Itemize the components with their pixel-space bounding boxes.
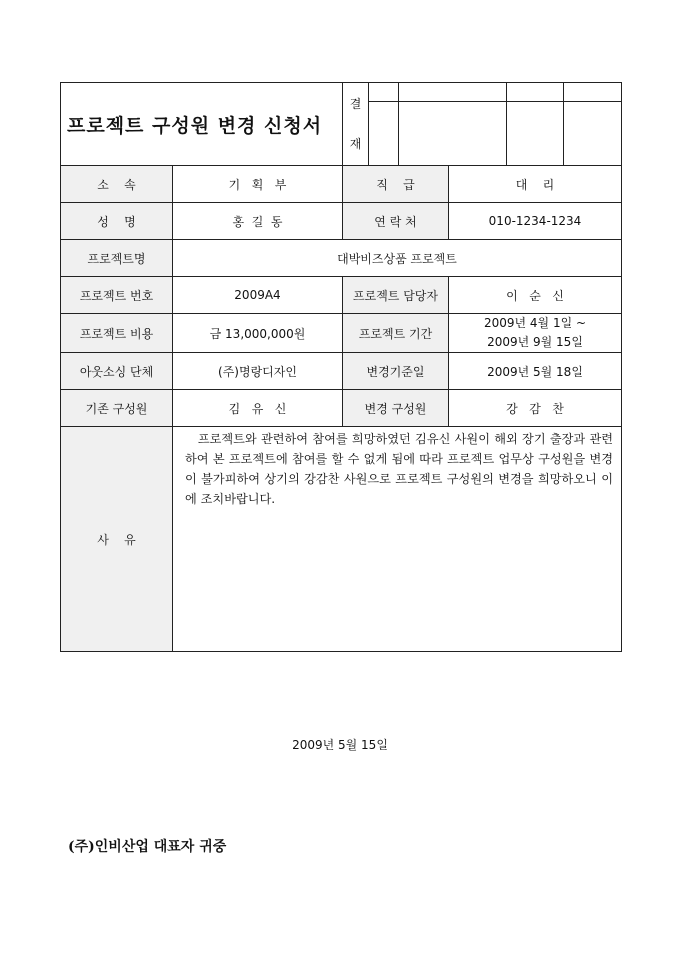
- project-period-label: 프로젝트 기간: [343, 314, 449, 353]
- approval-role-cell-1: [369, 83, 399, 102]
- project-number-value: 2009A4: [173, 277, 343, 314]
- project-period-start: 2009년 4월 1일 ~: [483, 316, 587, 330]
- project-cost-value: 금 13,000,000원: [173, 314, 343, 353]
- affiliation-value: 기 획 부: [173, 166, 343, 203]
- approval-role-cell-2: [399, 83, 507, 102]
- approval-sign-cell-2: [399, 102, 507, 166]
- reason-label: 사 유: [61, 427, 173, 652]
- form-title: 프로젝트 구성원 변경 신청서: [61, 83, 343, 166]
- project-period-end: 2009년 9월 15일: [487, 335, 583, 349]
- new-member-value: 강 감 찬: [449, 390, 622, 427]
- name-label: 성 명: [61, 203, 173, 240]
- approval-label: [343, 83, 369, 166]
- approval-label-top: 결: [349, 97, 362, 111]
- project-manager-label: 프로젝트 담당자: [343, 277, 449, 314]
- application-form: [60, 82, 622, 652]
- approval-role-cell-3: [507, 83, 564, 102]
- approval-sign-cell-1: [369, 102, 399, 166]
- old-member-value: 김 유 신: [173, 390, 343, 427]
- contact-value: 010-1234-1234: [449, 203, 622, 240]
- project-name-label: 프로젝트명: [61, 240, 173, 277]
- change-date-label: 변경기준일: [343, 353, 449, 390]
- new-member-label: 변경 구성원: [343, 390, 449, 427]
- approval-sign-cell-4: [564, 102, 622, 166]
- project-number-label: 프로젝트 번호: [61, 277, 173, 314]
- project-period-value: [449, 314, 622, 353]
- approval-role-cell-4: [564, 83, 622, 102]
- approval-sign-cell-3: [507, 102, 564, 166]
- outsourcing-value: (주)명랑디자인: [173, 353, 343, 390]
- approval-label-bottom: 재: [349, 137, 362, 151]
- name-value: 홍 길 동: [173, 203, 343, 240]
- change-date-value: 2009년 5월 18일: [449, 353, 622, 390]
- project-cost-label: 프로젝트 비용: [61, 314, 173, 353]
- rank-value: 대 리: [449, 166, 622, 203]
- rank-label: 직 급: [343, 166, 449, 203]
- old-member-label: 기존 구성원: [61, 390, 173, 427]
- affiliation-label: 소 속: [61, 166, 173, 203]
- outsourcing-label: 아웃소싱 단체: [61, 353, 173, 390]
- project-name-value: 대박비즈상품 프로젝트: [173, 240, 622, 277]
- submission-date: 2009년 5월 15일: [292, 738, 388, 752]
- recipient: (주)인비산업 대표자 귀중: [68, 839, 227, 855]
- reason-text: 프로젝트와 관련하여 참여를 희망하였던 김유신 사원이 해외 장기 출장과 관련하여 본 프로젝트에 참여를 할 수 없게 됨에 따라 프로젝트 업무상 구성원을 변경이 불가피하여 상기의 강감찬 사원으로 프로젝트 구성원의 변경을 희망하오니 이에 조치바랍니다.: [173, 427, 622, 652]
- contact-label: 연 락 처: [343, 203, 449, 240]
- project-manager-value: 이 순 신: [449, 277, 622, 314]
